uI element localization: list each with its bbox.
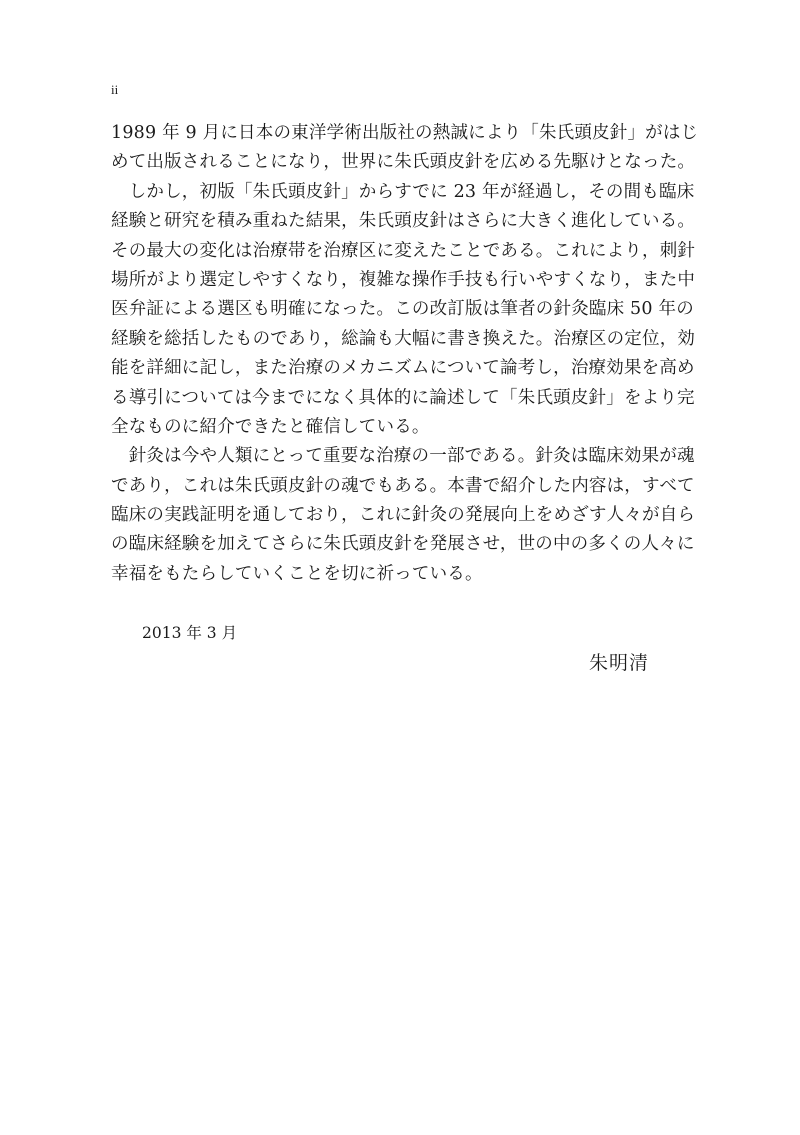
text-line: る導引については今までになく具体的に論述して「朱氏頭皮針」をより完 <box>111 387 695 408</box>
author-signature: 朱明清 <box>589 652 650 674</box>
text-line: であり，これは朱氏頭皮針の魂でもある。本書で紹介した内容は，すべて <box>111 475 695 496</box>
text-line: 1989 年 9 月に日本の東洋学術出版社の熱誠により「朱氏頭皮針」がはじ <box>111 123 699 143</box>
text-line: 臨床の実践証明を通しており，これに針灸の発展向上をめざす人々が自ら <box>111 505 696 526</box>
text-line: 幸福をもたらしていくことを切に祈っている。 <box>111 563 483 584</box>
text-line: めて出版されることになり，世界に朱氏頭皮針を広める先駆けとなった。 <box>111 152 696 173</box>
text-line: 経験を総括したものであり，総論も大幅に書き換えた。治療区の定位，効 <box>111 328 696 349</box>
text-line: しかし，初版「朱氏頭皮針」からすでに 23 年が経過し，その間も臨床 <box>111 181 695 202</box>
date-line: 2013 年 3 月 <box>142 624 238 642</box>
text-line: 場所がより選定しやすくなり，複雑な操作手技も行いやすくなり，また中 <box>111 269 696 290</box>
text-line: 能を詳細に記し，また治療のメカニズムについて論考し，治療効果を高め <box>111 358 695 379</box>
text-line: 経験と研究を積み重ねた結果，朱氏頭皮針はさらに大きく進化している。 <box>111 211 696 232</box>
text-line: 針灸は今や人類にとって重要な治療の一部である。針灸は臨床効果が魂 <box>111 446 695 467</box>
preface-body <box>111 119 699 589</box>
text-line: 全なものに紹介できたと確信している。 <box>111 416 430 437</box>
page-number: ii <box>111 82 119 97</box>
text-line: その最大の変化は治療帯を治療区に変えたことである。これにより，刺針 <box>111 240 696 261</box>
text-line: 医弁証による選区も明確になった。この改訂版は筆者の針灸臨床 50 年の <box>111 299 694 320</box>
text-line: の臨床経験を加えてさらに朱氏頭皮針を発展させ，世の中の多くの人々に <box>111 534 695 555</box>
